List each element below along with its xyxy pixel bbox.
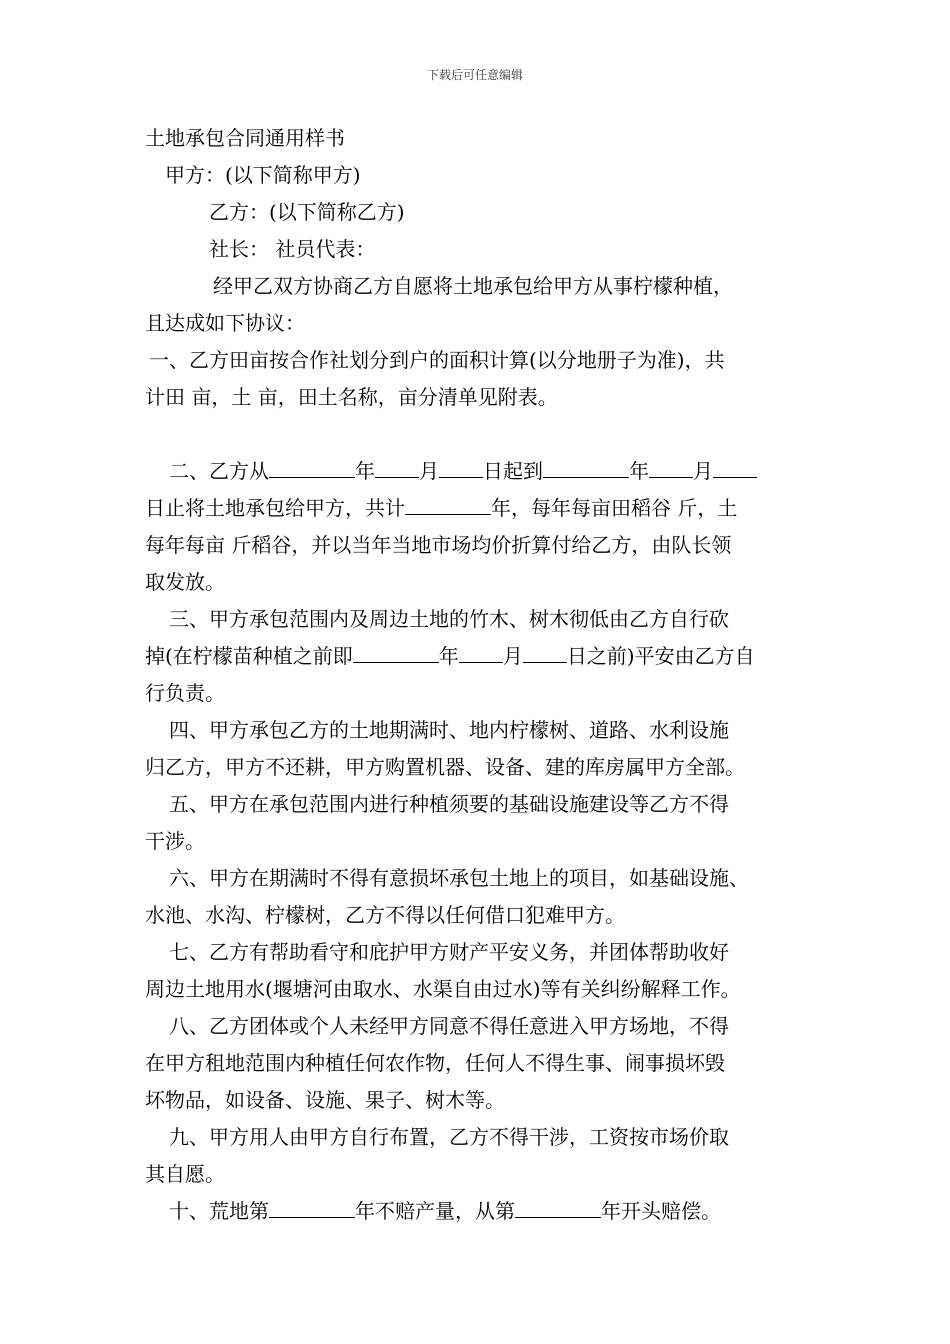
text-line: 计田 亩，土 亩，田土名称，亩分清单见附表。 [145, 385, 558, 409]
text-span: 月 [693, 459, 713, 483]
text-line: 九、甲方用人由甲方自行布置，乙方不得干涉，工资按市场价取 [169, 1125, 729, 1149]
text-span: 二、乙方从 [169, 459, 269, 483]
blank-field [515, 1193, 601, 1218]
text-line: 三、甲方承包范围内及周边土地的竹木、树木彻低由乙方自行砍 [169, 607, 729, 631]
blank-field [523, 638, 567, 663]
blank-field [269, 453, 355, 478]
text-span: 月 [419, 459, 439, 483]
text-span: 十、荒地第 [169, 1199, 269, 1223]
text-line: 取发放。 [145, 570, 225, 594]
page-header: 下载后可任意编辑 [426, 68, 523, 82]
text-line: 行负责。 [145, 681, 225, 705]
text-line: 周边土地用水(堰塘河由取水、水渠自由过水)等有关纠纷解释工作。 [145, 977, 741, 1001]
text-line: 其自愿。 [145, 1162, 225, 1186]
intro-paragraph [145, 268, 810, 342]
text-line: 水池、水沟、柠檬树，乙方不得以任何借口犯难甲方。 [145, 903, 625, 927]
blank-field [713, 453, 757, 478]
text-line: 六、甲方在期满时不得有意损坏承包土地上的项目，如基础设施、 [169, 866, 749, 890]
text-line: 七、乙方有帮助看守和庇护甲方财产平安义务，并团体帮助收好 [169, 940, 729, 964]
text-span: 掉(在柠檬苗种植之前即 [145, 644, 353, 668]
contract-body [145, 120, 810, 1230]
text-line [145, 638, 810, 675]
text-span: 日止将土地承包给甲方，共计 [145, 496, 405, 520]
clause-2 [145, 453, 810, 601]
text-line [145, 490, 810, 527]
document-title: 土地承包合同通用样书 [145, 126, 345, 150]
text-line: 八、乙方团体或个人未经甲方同意不得任意进入甲方场地，不得 [169, 1014, 729, 1038]
text-line: 归乙方，甲方不还耕，甲方购置机器、设备、建的库房属甲方全部。 [145, 755, 745, 779]
text-span: 年开头赔偿。 [601, 1199, 721, 1223]
text-span: 月 [502, 644, 523, 668]
party-a-line: 甲方：(以下简称甲方) [165, 163, 361, 187]
clause-6 [145, 860, 810, 934]
text-span: 年，每年每亩田稻谷 斤，土 [491, 496, 738, 520]
blank-field [375, 453, 419, 478]
text-span: 年 [629, 459, 649, 483]
clause-8 [145, 1008, 810, 1119]
text-line: 干涉。 [145, 829, 205, 853]
text-line: 在甲方租地范围内种植任何农作物，任何人不得生事、闹事损坏毁 [145, 1051, 725, 1075]
clause-3 [145, 601, 810, 712]
blank-field [405, 490, 491, 515]
clause-10 [145, 1193, 810, 1230]
text-span: 年不赔产量，从第 [355, 1199, 515, 1223]
blank-field [439, 453, 483, 478]
leader-line: 社长： 社员代表： [209, 237, 376, 261]
blank-field [459, 638, 503, 663]
text-span: 年 [355, 459, 375, 483]
text-span: 日之前)平安由乙方自 [566, 644, 755, 668]
party-b-line: 乙方：(以下简称乙方) [209, 200, 405, 224]
clause-5 [145, 786, 810, 860]
text-line: 每年每亩 斤稻谷，并以当年当地市场均价折算付给乙方，由队长领 [145, 533, 732, 557]
text-line: 坏物品，如设备、设施、果子、树木等。 [145, 1088, 505, 1112]
clause-4 [145, 712, 810, 786]
blank-field [649, 453, 693, 478]
clause-9 [145, 1119, 810, 1193]
text-line: 一、乙方田亩按合作社划分到户的面积计算(以分地册子为准)，共 [149, 348, 725, 372]
text-span: 年 [438, 644, 459, 668]
blank-field [353, 638, 439, 663]
text-line: 五、甲方在承包范围内进行种植须要的基础设施建设等乙方不得 [169, 792, 729, 816]
text-span: 日起到 [483, 459, 543, 483]
text-line: 四、甲方承包乙方的土地期满时、地内柠檬树、道路、水利设施 [169, 718, 729, 742]
text-line [145, 453, 810, 490]
text-line [145, 1193, 810, 1230]
text-line: 经甲乙双方协商乙方自愿将土地承包给甲方从事柠檬种植， [213, 274, 733, 298]
blank-field [269, 1193, 355, 1218]
blank-field [543, 453, 629, 478]
clause-1 [145, 342, 810, 416]
clause-7 [145, 934, 810, 1008]
text-line: 且达成如下协议： [145, 311, 305, 335]
